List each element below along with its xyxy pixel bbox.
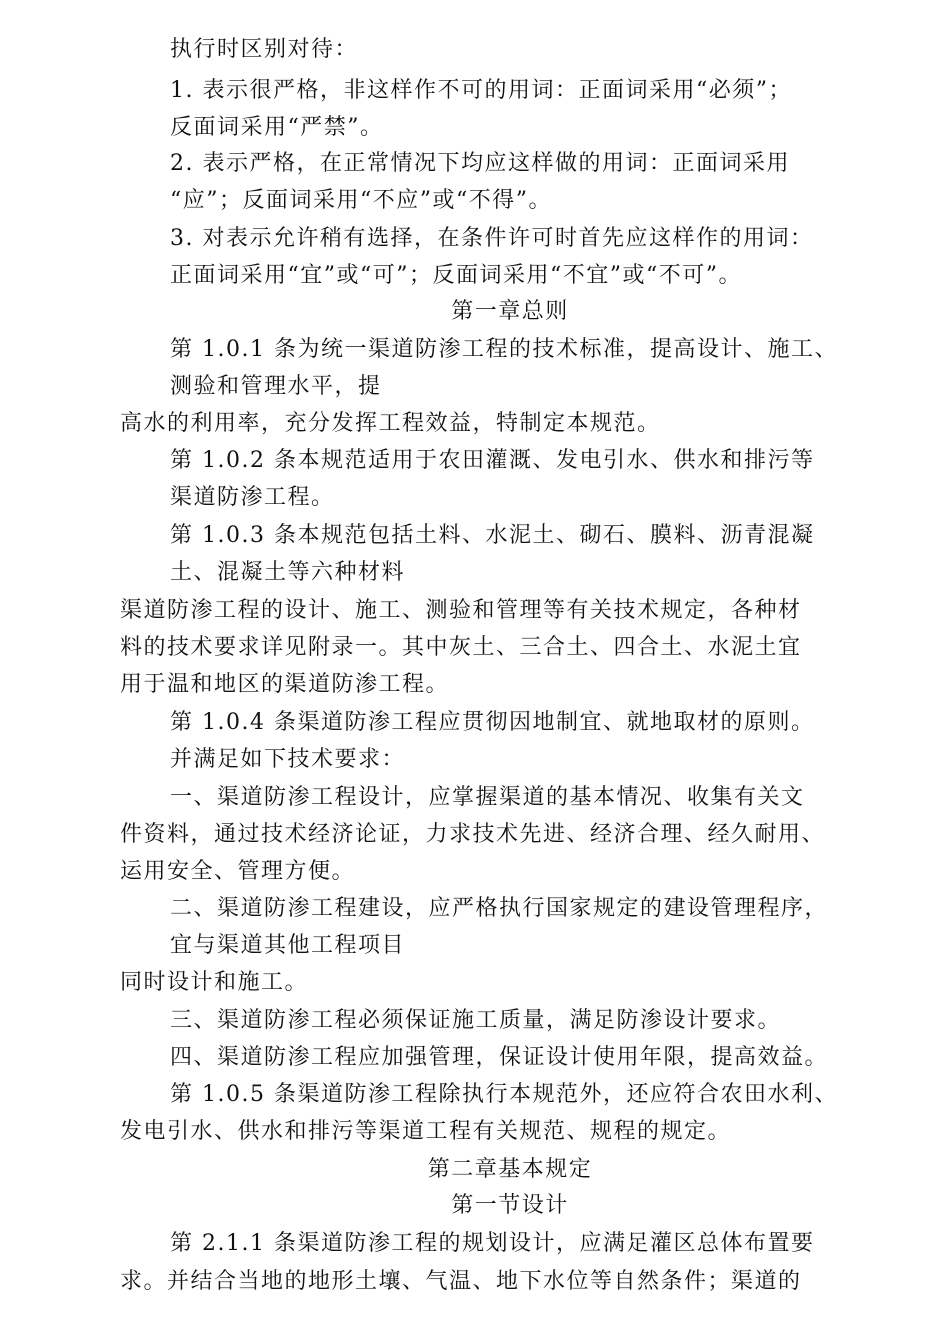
chapter-heading-2: 第二章基本规定 (427, 1157, 593, 1182)
text-line: 件资料，通过技术经济论证，力求技术先进、经济合理、经久耐用、 (120, 822, 826, 847)
requirement-4: 四、渠道防渗工程应加强管理，保证设计使用年限，提高效益。 (170, 1045, 829, 1070)
clause-1-0-5: 第 1.0.5 条渠道防渗工程除执行本规范外，还应符合农田水利、 (170, 1082, 838, 1107)
text-line: 反面词采用“严禁”。 (170, 115, 384, 140)
clause-1-0-1: 第 1.0.1 条为统一渠道防渗工程的技术标准，提高设计、施工、 (170, 337, 838, 362)
clause-1-0-2: 第 1.0.2 条本规范适用于农田灌溉、发电引水、供水和排污等 (170, 448, 815, 473)
text-line: 宜与渠道其他工程项目 (170, 933, 406, 958)
list-item-1: 1. 表示很严格，非这样作不可的用词：正面词采用“必须”； (170, 78, 792, 103)
list-item-3: 3. 对表示允许稍有选择，在条件许可时首先应这样作的用词： (170, 226, 814, 251)
text-line: 渠道防渗工程的设计、施工、测验和管理等有关技术规定，各种材 (120, 598, 802, 623)
clause-2-1-1: 第 2.1.1 条渠道防渗工程的规划设计，应满足灌区总体布置要 (170, 1231, 815, 1256)
text-line: 料的技术要求详见附录一。其中灰土、三合土、四合土、水泥土宜 (120, 635, 802, 660)
requirement-3: 三、渠道防渗工程必须保证施工质量，满足防渗设计要求。 (170, 1008, 782, 1033)
section-heading-1: 第一节设计 (451, 1193, 569, 1218)
text-line: 执行时区别对待： (170, 37, 359, 62)
text-line: 土、混凝土等六种材料 (170, 560, 406, 585)
text-line: 求。并结合当地的地形土壤、气温、地下水位等自然条件；渠道的 (120, 1269, 802, 1294)
text-line: 同时设计和施工。 (120, 970, 309, 995)
requirement-1: 一、渠道防渗工程设计，应掌握渠道的基本情况、收集有关文 (170, 785, 805, 810)
text-line: 发电引水、供水和排污等渠道工程有关规范、规程的规定。 (120, 1119, 732, 1144)
clause-1-0-4: 第 1.0.4 条渠道防渗工程应贯彻因地制宜、就地取材的原则。 (170, 710, 815, 735)
text-line: 测验和管理水平，提 (170, 374, 382, 399)
chapter-heading-1: 第一章总则 (451, 299, 569, 324)
requirement-2: 二、渠道防渗工程建设，应严格执行国家规定的建设管理程序， (170, 896, 829, 921)
text-line: 用于温和地区的渠道防渗工程。 (120, 672, 450, 697)
list-item-2: 2. 表示严格，在正常情况下均应这样做的用词：正面词采用 (170, 151, 790, 176)
text-line: 运用安全、管理方便。 (120, 859, 356, 884)
text-line: 高水的利用率，充分发挥工程效益，特制定本规范。 (120, 411, 661, 436)
text-line: 并满足如下技术要求： (170, 747, 406, 772)
text-line: 正面词采用“宜”或“可”；反面词采用“不宜”或“不可”。 (170, 263, 742, 288)
text-line: 渠道防渗工程。 (170, 485, 335, 510)
clause-1-0-3: 第 1.0.3 条本规范包括土料、水泥土、砌石、膜料、沥青混凝 (170, 523, 815, 548)
text-line: “应”；反面词采用“不应”或“不得”。 (170, 188, 552, 213)
